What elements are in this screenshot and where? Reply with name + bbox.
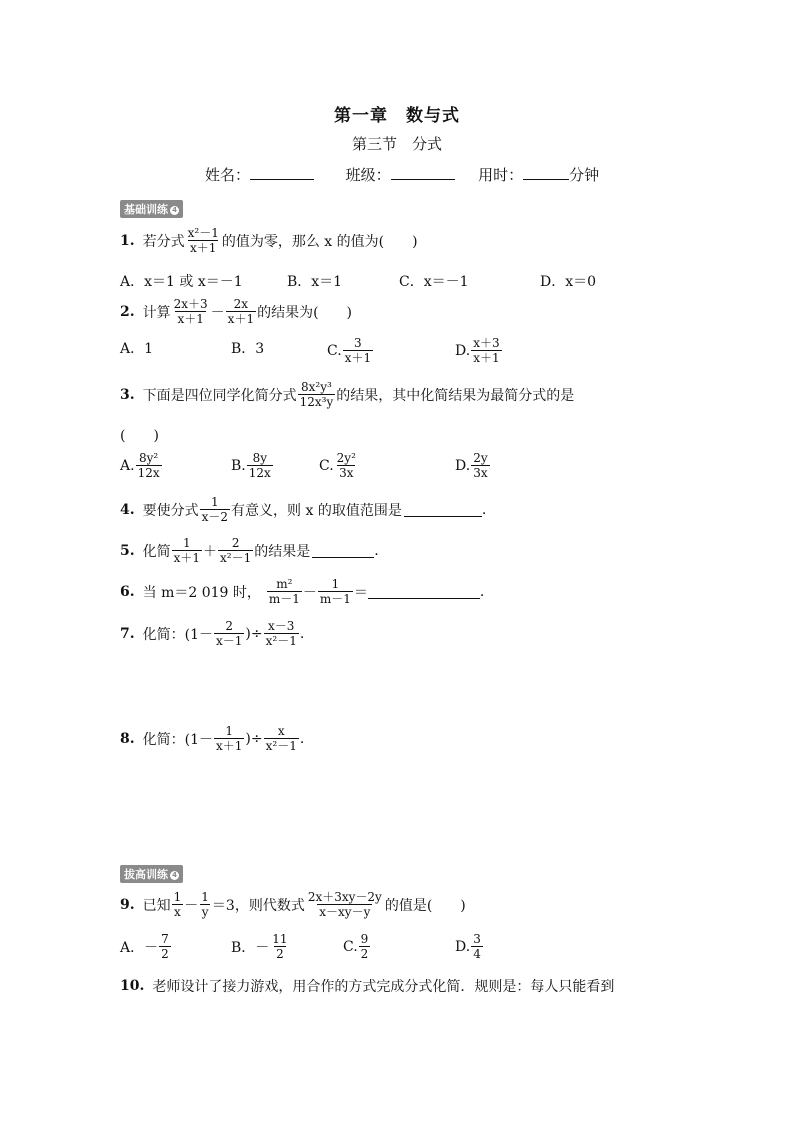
question-3 [120,380,574,409]
q1-option-d[interactable]: D．x＝0 [540,274,597,290]
section-badge-label: 基础训练 [124,203,168,216]
q9-option-d[interactable]: D. $\frac{3}{4}$ [455,932,481,961]
question-10 [120,976,614,996]
question-1 [120,226,418,255]
time-label: 用时： [478,166,524,184]
question-text: 计算 [142,304,171,321]
question-text: 化简 [142,543,171,560]
fraction: $\frac{1}{m-1}$ [319,577,351,606]
fraction: $\frac{1}{y}$ [201,890,209,919]
question-text: 老师设计了接力游戏，用合作的方式完成分式化简．规则是：每人只能看到 [152,979,615,995]
question-number: 9. [120,896,135,913]
question-text: 的值为零，那么 x 的值为( ) [221,233,418,250]
q3-option-b[interactable]: B. $\frac{8y}{12x}$ [231,451,271,480]
q3-option-c[interactable]: C. $\frac{\text{2y²}}{3x}$ [319,451,356,480]
question-number: 6. [120,583,135,600]
q1-option-c[interactable]: C．x＝－1 [399,274,469,290]
minus-sign: － [302,584,317,601]
question-number: 1. [120,232,135,249]
fraction: $\frac{2}{\text{x²－1}}$ [220,536,252,565]
question-number: 4. [120,501,135,518]
question-text: 化简：(1－ [142,731,213,748]
question-text: 的结果为( ) [257,304,353,321]
answer-bracket[interactable]: ( ) [120,428,159,444]
question-number: 5. [120,542,135,559]
q1-option-a[interactable]: A．x＝1 或 x＝－1 [120,274,243,290]
question-text: 化简：(1－ [142,626,213,643]
fraction: $\frac{\text{x²－1}}{x+1}$ [187,226,219,255]
question-text: 当 m＝2 019 时， [142,584,261,601]
fraction: $\frac{x-3}{\text{x²－1}}$ [265,619,297,648]
fraction: $\frac{2x}{x+1}$ [227,297,255,326]
question-number: 10. [120,978,145,994]
fraction: $\frac{\text{m²}}{m-1}$ [268,577,300,606]
answer-blank[interactable] [368,584,480,599]
question-text: ＝3，则代数式 [211,897,305,914]
fraction: $\frac{\text{8x²y³}}{\text{12x³y}}$ [299,380,334,409]
fraction: $\frac{1}{x-2}$ [201,495,229,524]
question-text: )÷ [245,625,263,642]
q2-option-a[interactable]: A．1 [120,341,154,357]
q3-option-a[interactable]: A. $\frac{\text{8y²}}{12x}$ [120,451,160,480]
question-text: )÷ [245,730,263,747]
time-unit: 分钟 [569,166,600,184]
section-badge-basic [120,200,183,218]
question-number: 7. [120,625,135,642]
question-text: 的值是( ) [384,897,466,914]
question-number: 8. [120,730,135,747]
question-text: 的结果是 [254,543,311,560]
section-badge-advanced [120,865,183,883]
question-text: 已知 [142,897,171,914]
equals-sign: ＝ [353,584,368,601]
question-8: 8. 化简：(1－ $\frac{1}{x+1}$ )÷ $\frac{x}{\text{x²－1}}$ . [120,724,305,753]
fraction: $\frac{1}{x}$ [173,890,182,919]
question-number: 2. [120,303,135,320]
fraction: $\frac{2x+3}{x+1}$ [173,297,208,326]
answer-blank[interactable] [312,543,374,558]
class-label: 班级： [345,166,391,184]
fraction: $\frac{x}{\text{x²－1}}$ [265,724,297,753]
name-blank[interactable] [250,165,314,180]
q1-option-b[interactable]: B．x＝1 [287,274,343,290]
q9-option-b[interactable]: B．－ $\frac{11}{2}$ [231,932,288,961]
q9-option-c[interactable]: C. $\frac{9}{2}$ [343,932,369,961]
q2-option-d[interactable]: D. $\frac{x+3}{x+1}$ [455,336,500,365]
class-blank[interactable] [391,165,455,180]
question-text: 下面是四位同学化简分式 [142,387,297,404]
section-title: 第三节 分式 [351,135,442,153]
question-text: 的结果，其中化简结果为最简分式的是 [336,387,575,404]
name-label: 姓名： [205,166,251,184]
plus-sign: ＋ [203,543,218,560]
fraction: $\frac{2}{x-1}$ [216,619,243,648]
fraction: $\frac{1}{x+1}$ [216,724,243,753]
section-badge-label: 拔高训练 [124,868,168,881]
answer-blank[interactable] [404,502,482,517]
question-4: 4. 要使分式 $\frac{1}{x-2}$ 有意义，则 x 的取值范围是 . [120,495,487,524]
question-2 [120,297,352,326]
question-6: 6. 当 m＝2 019 时， $\frac{\text{m²}}{m-1}$ － $\frac{1}{m-1}$ ＝ . [120,577,485,606]
q9-option-a[interactable]: A．－ $\frac{7}{2}$ [120,932,169,961]
q3-option-d[interactable]: D. $\frac{2y}{3x}$ [455,451,488,480]
fraction: $\frac{2x+3xy-2y}{x-xy-y}$ [307,890,382,919]
question-text: 要使分式 [142,502,199,519]
minus-sign: － [184,897,199,914]
question-text: 有意义，则 x 的取值范围是 [231,502,402,519]
circled-number-icon: 4 [170,871,179,880]
question-9 [120,890,466,919]
time-blank[interactable] [523,165,569,180]
q2-option-b[interactable]: B．3 [231,341,265,357]
question-number: 3. [120,386,135,403]
student-info-row [205,164,599,185]
circled-number-icon: 4 [170,206,179,215]
minus-sign: － [210,304,225,321]
question-7: 7. 化简：(1－ $\frac{2}{x-1}$ )÷ $\frac{x-3}{\text{x²－1}}$ . [120,619,305,648]
q2-option-c[interactable]: C. $\frac{3}{x+1}$ [327,336,372,365]
fraction: $\frac{1}{x+1}$ [173,536,201,565]
question-text: 若分式 [142,233,185,250]
question-5: 5. 化简 $\frac{1}{x+1}$ ＋ $\frac{2}{\text{x²－1}}$ 的结果是 . [120,536,379,565]
chapter-title: 第一章 数与式 [334,106,460,126]
